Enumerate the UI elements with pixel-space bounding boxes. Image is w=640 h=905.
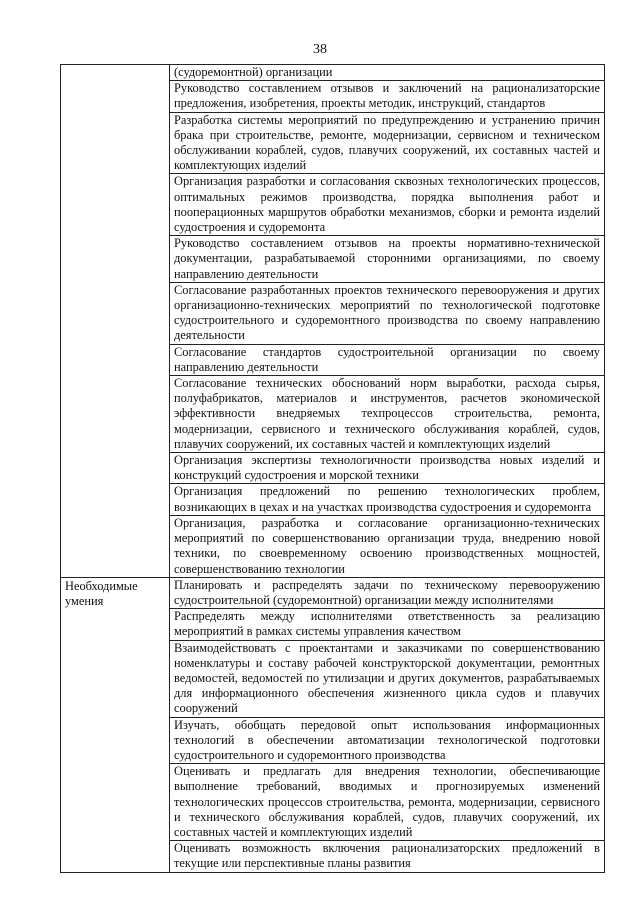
section-label-cell bbox=[61, 577, 170, 872]
table-cell: Руководство составлением отзывов и заключений на рационализаторские предложения, изобретения, проекты методик, инструкций, стандартов bbox=[170, 81, 605, 112]
table-cell: Согласование разработанных проектов технического перевооружения и других организационно-технических мероприятий по технологической подготовке судостроительного и судоремонтного производства по своему направлению деятельности bbox=[170, 282, 605, 344]
table-cell: (судоремонтной) организации bbox=[170, 65, 605, 81]
table-row bbox=[61, 577, 605, 608]
table-row bbox=[61, 65, 605, 81]
table-cell: Организация экспертизы технологичности производства новых изделий и конструкций судостроения и морской техники bbox=[170, 453, 605, 484]
table-cell: Изучать, обобщать передовой опыт использования информационных технологий в обеспечении автоматизации технологической подготовки судостроительного и судоремонтного производства bbox=[170, 717, 605, 764]
table-cell: Оценивать и предлагать для внедрения технологии, обеспечивающие выполнение требований, вводимых и прогнозируемых изменений технологических процессов строительства, ремонта, модернизации, сервисного и технического обслуживания кораблей, судов, плавучих сооружений, их составных частей и комплектующих изделий bbox=[170, 764, 605, 841]
table-cell: Планировать и распределять задачи по техническому перевооружению судостроительной (судоремонтной) организации между исполнителями bbox=[170, 577, 605, 608]
table-cell: Организация разработки и согласования сквозных технологических процессов, оптимальных режимов производства, порядка выполнения работ и пооперационных маршрутов обработки механизмов, сборки и ремонта изделий судостроения и судоремонта bbox=[170, 174, 605, 236]
table-cell: Распределять между исполнителями ответственность за реализацию мероприятий в рамках системы управления качеством bbox=[170, 609, 605, 640]
page-number: 38 bbox=[313, 42, 327, 57]
table-cell: Организация предложений по решению технологических проблем, возникающих в цехах и на участках производства судостроения и судоремонта bbox=[170, 484, 605, 515]
table-cell: Согласование стандартов судостроительной организации по своему направлению деятельности bbox=[170, 344, 605, 375]
previous-section-label-cell bbox=[61, 65, 170, 578]
table-cell: Организация, разработка и согласование организационно-технических мероприятий по совершенствованию организации труда, внедрению новой техники, по своевременному освоению производственных мощностей, совершенствованию технологии bbox=[170, 515, 605, 577]
section-label: Необходимые умения bbox=[65, 578, 138, 608]
table-cell: Взаимодействовать с проектантами и заказчиками по совершенствованию номенклатуры и составу рабочей конструкторской документации, ремонтных ведомостей, ведомостей по утилизации и других документов, разрабатываемых для информационного обеспечения жизненного цикла судов и плавучих сооружений bbox=[170, 640, 605, 717]
table-cell: Разработка системы мероприятий по предупреждению и устранению причин брака при строительстве, ремонте, модернизации, сервисном и техническом обслуживании кораблей, судов, плавучих сооружений, их составных частей и комплектующих изделий bbox=[170, 112, 605, 174]
table-cell: Руководство составлением отзывов на проекты нормативно-технической документации, разрабатываемой сторонними организациями, по своему направлению деятельности bbox=[170, 236, 605, 283]
competency-table bbox=[60, 64, 605, 873]
table-cell: Оценивать возможность включения рационализаторских предложений в текущие или перспективные планы развития bbox=[170, 841, 605, 872]
table-cell: Согласование технических обоснований норм выработки, расхода сырья, полуфабрикатов, материалов и инструментов, расчетов экономической эффективности внедряемых техпроцессов строительства, ремонта, модернизации, сервисного и технического обслуживания кораблей, судов, плавучих сооружений, их составных частей и комплектующих изделий bbox=[170, 376, 605, 453]
